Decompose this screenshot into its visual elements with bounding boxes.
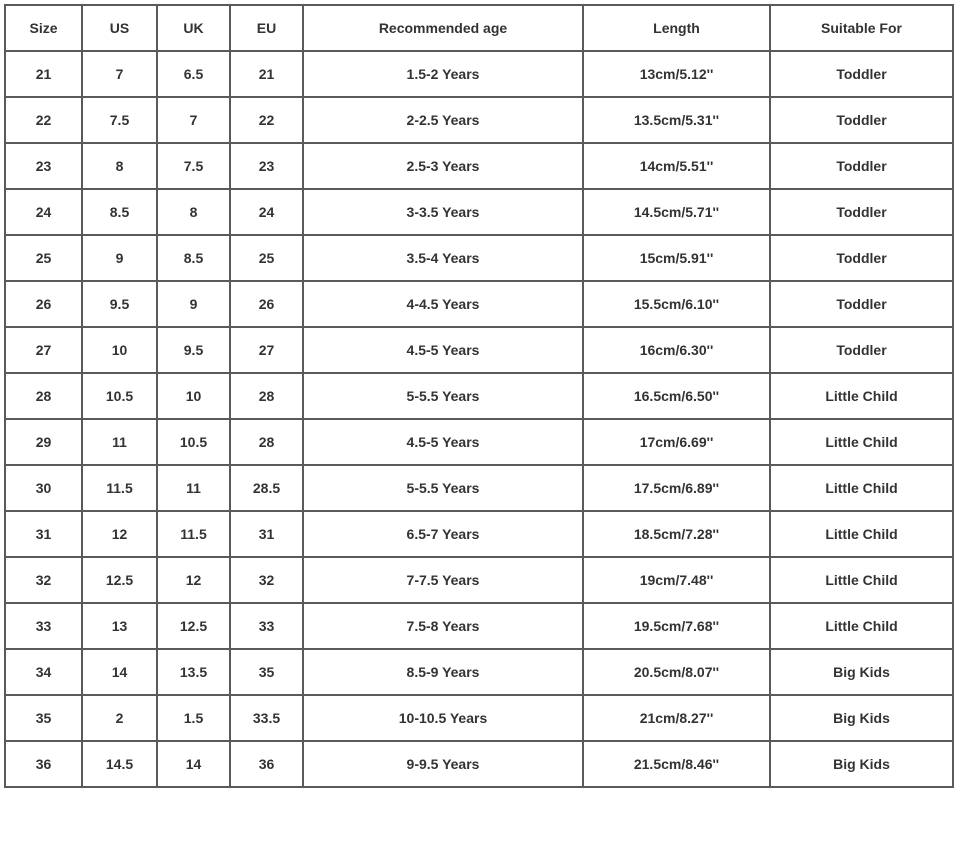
cell-suitable-for: Big Kids [770,649,953,695]
cell-length: 16cm/6.30'' [583,327,770,373]
cell-size: 25 [5,235,82,281]
cell-us: 9 [82,235,157,281]
header-uk: UK [157,5,230,51]
header-size: Size [5,5,82,51]
cell-suitable-for: Little Child [770,419,953,465]
cell-uk: 10 [157,373,230,419]
table-row [5,97,953,143]
cell-uk: 9.5 [157,327,230,373]
cell-length: 13cm/5.12'' [583,51,770,97]
cell-suitable-for: Toddler [770,51,953,97]
table-row [5,419,953,465]
cell-suitable-for: Little Child [770,465,953,511]
cell-us: 9.5 [82,281,157,327]
header-us: US [82,5,157,51]
cell-recommended-age: 9-9.5 Years [303,741,583,787]
cell-suitable-for: Toddler [770,281,953,327]
cell-length: 13.5cm/5.31'' [583,97,770,143]
cell-us: 12.5 [82,557,157,603]
cell-length: 15cm/5.91'' [583,235,770,281]
header-length: Length [583,5,770,51]
cell-size: 33 [5,603,82,649]
cell-uk: 1.5 [157,695,230,741]
cell-uk: 14 [157,741,230,787]
cell-recommended-age: 8.5-9 Years [303,649,583,695]
cell-us: 11.5 [82,465,157,511]
cell-length: 17cm/6.69'' [583,419,770,465]
cell-length: 19.5cm/7.68'' [583,603,770,649]
cell-length: 21.5cm/8.46'' [583,741,770,787]
cell-recommended-age: 7-7.5 Years [303,557,583,603]
cell-size: 29 [5,419,82,465]
cell-us: 2 [82,695,157,741]
cell-uk: 7.5 [157,143,230,189]
cell-eu: 32 [230,557,303,603]
table-row [5,143,953,189]
cell-eu: 27 [230,327,303,373]
cell-size: 35 [5,695,82,741]
cell-suitable-for: Toddler [770,235,953,281]
cell-recommended-age: 1.5-2 Years [303,51,583,97]
cell-us: 8.5 [82,189,157,235]
cell-uk: 12.5 [157,603,230,649]
cell-recommended-age: 2.5-3 Years [303,143,583,189]
table-row [5,603,953,649]
cell-eu: 36 [230,741,303,787]
cell-us: 14 [82,649,157,695]
cell-length: 20.5cm/8.07'' [583,649,770,695]
table-row [5,741,953,787]
cell-recommended-age: 7.5-8 Years [303,603,583,649]
cell-length: 14.5cm/5.71'' [583,189,770,235]
cell-length: 21cm/8.27'' [583,695,770,741]
cell-uk: 7 [157,97,230,143]
cell-recommended-age: 6.5-7 Years [303,511,583,557]
table-row [5,327,953,373]
cell-eu: 22 [230,97,303,143]
cell-recommended-age: 10-10.5 Years [303,695,583,741]
table-row [5,557,953,603]
size-chart-table [4,4,954,788]
cell-length: 17.5cm/6.89'' [583,465,770,511]
cell-size: 28 [5,373,82,419]
cell-eu: 28.5 [230,465,303,511]
cell-size: 23 [5,143,82,189]
cell-size: 31 [5,511,82,557]
cell-us: 10.5 [82,373,157,419]
cell-us: 11 [82,419,157,465]
cell-eu: 35 [230,649,303,695]
cell-uk: 12 [157,557,230,603]
table-row [5,373,953,419]
cell-suitable-for: Big Kids [770,695,953,741]
cell-recommended-age: 4.5-5 Years [303,419,583,465]
cell-eu: 25 [230,235,303,281]
header-eu: EU [230,5,303,51]
cell-suitable-for: Little Child [770,557,953,603]
cell-eu: 28 [230,373,303,419]
table-row [5,695,953,741]
cell-eu: 23 [230,143,303,189]
cell-size: 21 [5,51,82,97]
cell-eu: 33.5 [230,695,303,741]
cell-size: 34 [5,649,82,695]
cell-size: 27 [5,327,82,373]
cell-size: 32 [5,557,82,603]
cell-us: 7 [82,51,157,97]
cell-recommended-age: 5-5.5 Years [303,373,583,419]
cell-size: 36 [5,741,82,787]
cell-eu: 26 [230,281,303,327]
cell-length: 15.5cm/6.10'' [583,281,770,327]
cell-length: 18.5cm/7.28'' [583,511,770,557]
cell-size: 22 [5,97,82,143]
cell-suitable-for: Toddler [770,327,953,373]
cell-us: 8 [82,143,157,189]
cell-us: 7.5 [82,97,157,143]
table-row [5,649,953,695]
cell-recommended-age: 3-3.5 Years [303,189,583,235]
cell-suitable-for: Little Child [770,373,953,419]
cell-eu: 28 [230,419,303,465]
cell-size: 26 [5,281,82,327]
cell-us: 10 [82,327,157,373]
cell-length: 19cm/7.48'' [583,557,770,603]
cell-recommended-age: 4-4.5 Years [303,281,583,327]
header-row [5,5,953,51]
cell-suitable-for: Little Child [770,511,953,557]
cell-size: 24 [5,189,82,235]
cell-suitable-for: Toddler [770,189,953,235]
table-row [5,511,953,557]
table-row [5,189,953,235]
cell-uk: 11.5 [157,511,230,557]
cell-us: 14.5 [82,741,157,787]
cell-length: 16.5cm/6.50'' [583,373,770,419]
cell-uk: 8 [157,189,230,235]
cell-suitable-for: Toddler [770,97,953,143]
table-row [5,51,953,97]
cell-uk: 10.5 [157,419,230,465]
cell-uk: 9 [157,281,230,327]
cell-recommended-age: 3.5-4 Years [303,235,583,281]
cell-us: 12 [82,511,157,557]
cell-eu: 31 [230,511,303,557]
cell-uk: 8.5 [157,235,230,281]
cell-uk: 13.5 [157,649,230,695]
cell-eu: 21 [230,51,303,97]
cell-suitable-for: Big Kids [770,741,953,787]
cell-eu: 24 [230,189,303,235]
cell-recommended-age: 4.5-5 Years [303,327,583,373]
size-chart [4,4,954,788]
cell-uk: 11 [157,465,230,511]
cell-recommended-age: 2-2.5 Years [303,97,583,143]
cell-uk: 6.5 [157,51,230,97]
cell-size: 30 [5,465,82,511]
table-row [5,465,953,511]
cell-length: 14cm/5.51'' [583,143,770,189]
cell-suitable-for: Little Child [770,603,953,649]
cell-suitable-for: Toddler [770,143,953,189]
cell-us: 13 [82,603,157,649]
header-suitable-for: Suitable For [770,5,953,51]
table-row [5,235,953,281]
table-row [5,281,953,327]
header-recommended-age: Recommended age [303,5,583,51]
cell-eu: 33 [230,603,303,649]
cell-recommended-age: 5-5.5 Years [303,465,583,511]
